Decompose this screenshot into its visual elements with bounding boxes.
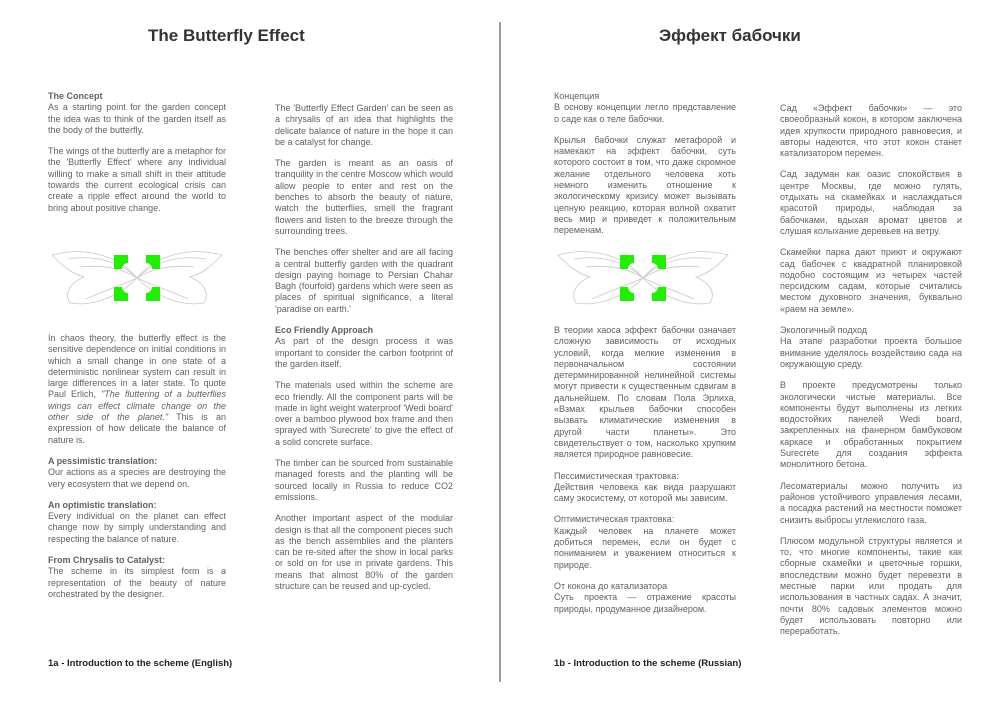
russian-column-1 [554, 91, 736, 247]
col2-paragraph-7: Another important aspect of the modular design is that all the component pieces such as the bench assemblies and the planters can be re-sited after the show in local parks or sold on for use in private gardens. This means that almost 80% of the garden structure can be reused and up-cycled. [275, 513, 453, 591]
eco-heading: Экологичный подход [780, 325, 868, 336]
col2-paragraph-5: The materials used within the scheme are eco friendly. All the component parts will be made in light weight waterproof 'Wedi board' over a bamboo plywood box frame and then sprayed with 'Surecrete' to give the effect of a solid concrete surface. [275, 380, 453, 447]
optimistic-heading: Оптимистическая трактовка: [554, 514, 675, 525]
pessimistic-section [554, 471, 736, 505]
eco-section [780, 325, 962, 370]
concept-paragraph-1: As a starting point for the garden concept the idea was to think of the garden itself as the body of the butterfly. [48, 102, 226, 135]
erlich-quote: "The fluttering of a butterflies wings can effect climate change on the other side of the planet." [48, 389, 226, 423]
chrysalis-heading: From Chrysalis to Catalyst: [48, 555, 166, 566]
chaos-theory-paragraph: В теории хаоса эффект бабочки означает сложную зависимость от исходных условий, когда мелкие изменения в первоначальном состоянии детерминированной нелинейной системы могут привести к существенным сдвигам в дальнейшем. По словам Пола Эрлиха, «Взмах крыльев бабочки способен вызвать климатические изменения в другой части планеты». Это свидетельствует о том, насколько хрупким является природное равновесие. [554, 325, 736, 460]
russian-page [502, 0, 1000, 707]
english-page [0, 0, 498, 707]
eco-heading: Eco Friendly Approach [275, 325, 374, 336]
english-column-1-lower [48, 333, 226, 610]
col2-paragraph-6: Лесоматериалы можно получить из районов устойчивого управления лесами, а посадка растений на местности поможет снизить выбросы углекислого газа. [780, 480, 962, 525]
optimistic-text: Каждый человек на планете может добиться перемен, если он будет с пониманием и уважением относиться к природе. [554, 525, 736, 570]
concept-section [554, 91, 736, 125]
page-footer: 1a - Introduction to the scheme (English) [48, 658, 233, 669]
pessimistic-heading: A pessimistic translation: [48, 455, 158, 466]
concept-paragraph-2: The wings of the butterfly are a metaphor for the 'Butterfly Effect' where any individual willing to make a small shift in their attitude towards the current ecological crisis can create a ripple effect around the world to bring about positive change. [48, 146, 226, 213]
col2-paragraph-7: Плюсом модульной структуры является и то, что многие компоненты, такие как сборные скамейки и цветочные горшки, впоследствии можно будет перевезти в местные парки или продать для использования в частных садах. А значит, почти 80% садовых элементов можно будет использовать повторно или переработать. [780, 535, 962, 637]
col2-paragraph-5: В проекте предусмотрены только экологически чистые материалы. Все компоненты будут выполнены из легких водостойких панелей Wedi board, закрепленных на фанерном бамбуковом каркасе и обработанных покрытием Surecrete для создания эффекта монолитного бетона. [780, 380, 962, 470]
col2-paragraph-2: The garden is meant as an oasis of tranquility in the centre Moscow which would allow people to enter and rest on the benches to absorb the beauty of nature, watch the butterflies, smell the fragrant flowers and listen to the breeze through the surrounding trees. [275, 158, 453, 236]
page-title: Эффект бабочки [659, 26, 801, 45]
eco-text: На этапе разработки проекта большое внимание уделялось воздействию сада на окружающую среду. [780, 336, 962, 369]
concept-heading: Концепция [554, 91, 600, 101]
pessimistic-heading: Пессимистическая трактовка: [554, 470, 679, 481]
page-divider [499, 22, 501, 682]
chrysalis-text: Суть проекта — отражение красоты природы, продуманное дизайнером. [554, 592, 736, 614]
col2-paragraph-6: The timber can be sourced from sustainable managed forests and the planting will be sourced locally in Russia to reduce CO2 emissions. [275, 458, 453, 502]
butterfly-garden-plan-icon [46, 245, 228, 311]
col2-paragraph-3: The benches offer shelter and are all facing a central butterfly garden with the quadrant design paying homage to Persian Chahar Bagh (fourfold) gardens which were seen as places of spiritual significance, a literal 'paradise on earth.' [275, 247, 453, 314]
optimistic-text: Every individual on the planet can effect change now by simply understanding and respecting the balance of nature. [48, 511, 226, 544]
chrysalis-section [554, 581, 736, 615]
optimistic-heading: An optimistic translation: [48, 499, 157, 510]
pessimistic-text: Действия человека как вида разрушают саму экосистему, от которой мы зависим. [554, 481, 736, 504]
english-column-1 [48, 91, 226, 224]
optimistic-section [554, 514, 736, 570]
pessimistic-section [48, 456, 226, 490]
russian-column-1-lower [554, 325, 736, 625]
col2-paragraph-1: The 'Butterfly Effect Garden' can be seen as a chrysalis of an idea that highlights the delicate balance of nature in the hope it can be a catalyst for change. [275, 103, 453, 147]
butterfly-garden-plan-icon [552, 245, 734, 311]
eco-text: As part of the design process it was important to consider the carbon footprint of the garden itself. [275, 336, 453, 369]
col2-paragraph-1: Сад «Эффект бабочки» — это своеобразный кокон, в котором заключена идея хрупкости природного равновесия, и авторы надеются, что этот кокон станет катализатором перемен. [780, 103, 962, 159]
concept-section [48, 91, 226, 136]
concept-heading: The Concept [48, 91, 103, 101]
chrysalis-section [48, 555, 226, 600]
concept-paragraph-1: В основу концепции легло представление о саде как о теле бабочки. [554, 102, 736, 124]
optimistic-section [48, 500, 226, 545]
col2-paragraph-3: Скамейки парка дают приют и окружают сад бабочек с квадратной планировкой подобно состоящим из четырех частей персидским садам, которые считались местом духовного значения, буквально «раем на земле». [780, 247, 962, 314]
chrysalis-heading: От кокона до катализатора [554, 580, 668, 591]
russian-column-2 [780, 103, 962, 647]
chaos-theory-paragraph: In chaos theory, the butterfly effect is the sensitive dependence on initial conditions in which a small change in one state of a deterministic nonlinear system can result in large differences in a later state. To quote Paul Erlich, "The fluttering of a butterflies wings can effect climate change on the other side of the planet." This is an expression of how delicate the balance of nature is. [48, 333, 226, 445]
pessimistic-text: Our actions as a species are destroying the very ecosystem that we depend on. [48, 467, 226, 489]
concept-paragraph-2: Крылья бабочки служат метафорой и намекают на эффект бабочки, суть которого состоит в том, что даже скромное желание отдельного человека хоть немного изменить отношение к экологическому кризису может вызывать цепную реакцию, которая волной охватит весь мир и приведет к положительным переменам. [554, 134, 736, 236]
chrysalis-text: The scheme in its simplest form is a representation of the beauty of nature orchestrated by the designer. [48, 566, 226, 599]
english-column-2 [275, 103, 453, 602]
col2-paragraph-2: Сад задуман как оазис спокойствия в центре Москвы, где можно гулять, отдыхать на скамейках и наслаждаться красотой природы, наблюдая за бабочками, вдыхая аромат цветов и слушая колыхание деревьев на ветру. [780, 169, 962, 236]
page-footer: 1b - Introduction to the scheme (Russian) [554, 658, 742, 669]
page-title: The Butterfly Effect [148, 26, 305, 45]
eco-section [275, 325, 453, 370]
